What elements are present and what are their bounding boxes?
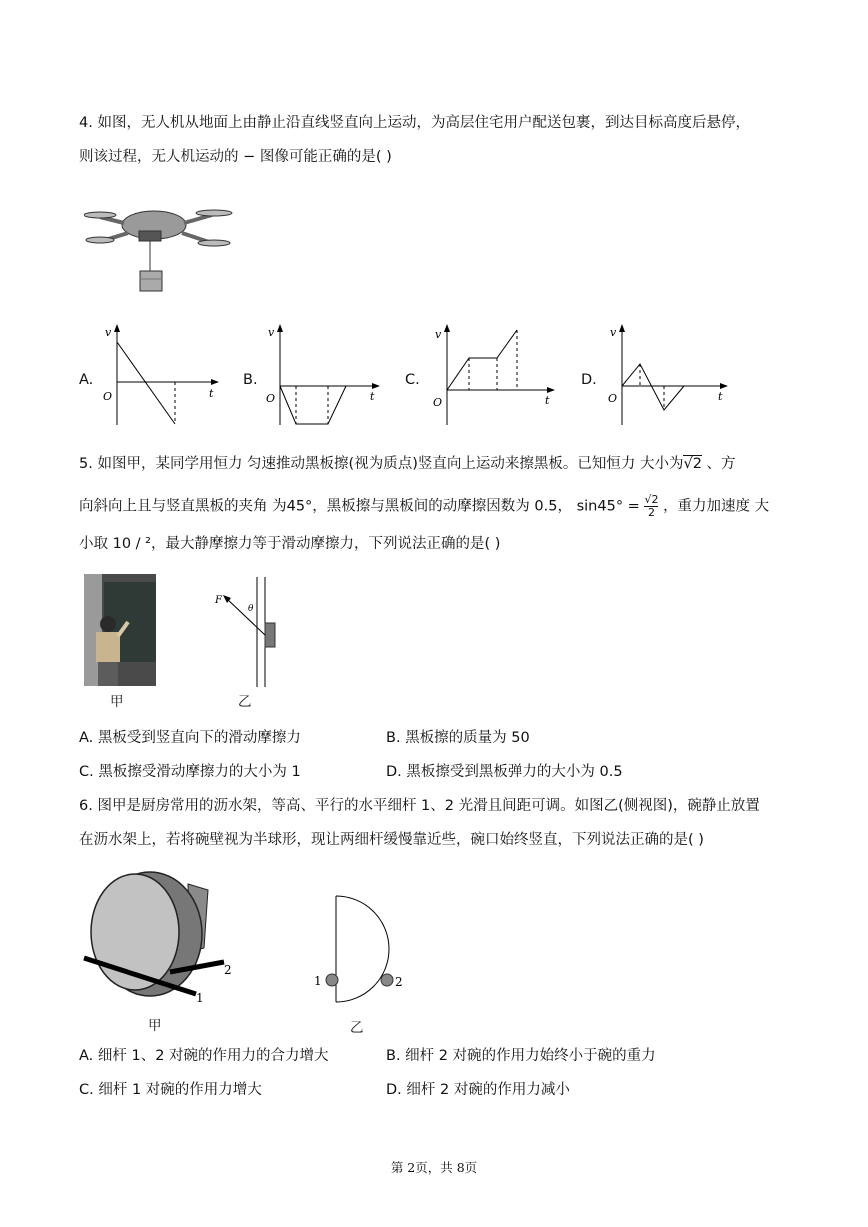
rod-2-label: 2 xyxy=(224,963,232,977)
q4-option-c: C. xyxy=(405,372,420,388)
axis-v: v xyxy=(268,326,275,339)
q6-option-a: A. 细杆 1、2 对碗的作用力的合力增大 xyxy=(79,1048,329,1064)
sqrt2: √2 xyxy=(683,456,702,472)
fig5-jia-label: 甲 xyxy=(110,694,124,710)
q4-line2: 则该过程，无人机运动的 − 图像可能正确的是( ) xyxy=(79,149,392,165)
angle-theta-label: θ xyxy=(248,604,254,614)
axis-t: t xyxy=(209,387,214,400)
axis-origin: O xyxy=(608,392,618,405)
classroom-photo xyxy=(84,574,156,686)
axis-v: v xyxy=(610,326,617,339)
q5-line3: 小取 10 / ²，最大静摩擦力等于滑动摩擦力，下列说法正确的是( ) xyxy=(79,536,501,552)
q5-line1: 5. 如图甲，某同学用恒力 匀速推动黑板擦(视为质点)竖直向上运动来擦黑板。已知恒力 大小为√2 、方 xyxy=(79,456,736,472)
q5-option-a: A. 黑板受到竖直向下的滑动摩擦力 xyxy=(79,730,301,746)
fig5-yi-label: 乙 xyxy=(238,694,252,710)
q6-line1: 6. 图甲是厨房常用的沥水架，等高、平行的水平细杆 1、2 光滑且间距可调。如图乙(侧视图)，碗静止放置 xyxy=(79,798,760,814)
rod-1-label: 1 xyxy=(196,991,204,1005)
graph-b xyxy=(258,320,388,430)
q5-option-c: C. 黑板擦受滑动摩擦力的大小为 1 xyxy=(79,764,301,780)
axis-origin: O xyxy=(103,390,113,403)
q5-line2: 向斜向上且与竖直黑板的夹角 为45°，黑板擦与黑板间的动摩擦因数为 0.5， sin45° = $\frac{√2}{2}$ ，重力加速度 大 xyxy=(79,493,770,519)
q5-option-d: D. 黑板擦受到黑板弹力的大小为 0.5 xyxy=(386,764,623,780)
fraction: $\frac{√2}{2}$ xyxy=(644,493,659,519)
blackboard-diagram xyxy=(205,575,295,690)
q6-line2: 在沥水架上，若将碗壁视为半球形，现让两细杆缓慢靠近些，碗口始终竖直，下列说法正确的是( ) xyxy=(79,832,704,848)
q6-option-d: D. 细杆 2 对碗的作用力减小 xyxy=(386,1082,570,1098)
fig6-jia-label: 甲 xyxy=(148,1018,162,1034)
axis-t: t xyxy=(718,390,723,403)
dish-rack-diagram xyxy=(80,864,240,1009)
q4-option-d: D. xyxy=(581,372,597,388)
bowl-side-view xyxy=(310,892,410,1007)
drone-image xyxy=(84,195,244,300)
axis-t: t xyxy=(370,390,375,403)
page-footer: 第 2页，共 8页 xyxy=(390,1160,478,1175)
rod-1-label: 1 xyxy=(314,974,322,988)
q4-option-b: B. xyxy=(243,372,258,388)
axis-v: v xyxy=(435,328,442,341)
q5-option-b: B. 黑板擦的质量为 50 xyxy=(386,730,530,746)
graph-a xyxy=(95,320,225,430)
force-F-label: F xyxy=(215,595,222,606)
fig6-yi-label: 乙 xyxy=(350,1020,364,1036)
axis-origin: O xyxy=(266,392,276,405)
graph-d xyxy=(600,320,735,430)
q6-option-b: B. 细杆 2 对碗的作用力始终小于碗的重力 xyxy=(386,1048,656,1064)
rod-2-label: 2 xyxy=(395,975,403,989)
graph-c xyxy=(425,320,560,430)
axis-origin: O xyxy=(433,396,443,409)
q4-line1: 4. 如图，无人机从地面上由静止沿直线竖直向上运动，为高层住宅用户配送包裹，到达目标高度后悬停， xyxy=(79,115,750,131)
axis-v: v xyxy=(105,326,112,339)
axis-t: t xyxy=(545,394,550,407)
q4-option-a: A. xyxy=(79,372,94,388)
sin45-expression: sin45° = xyxy=(576,498,640,515)
q6-option-c: C. 细杆 1 对碗的作用力增大 xyxy=(79,1082,262,1098)
